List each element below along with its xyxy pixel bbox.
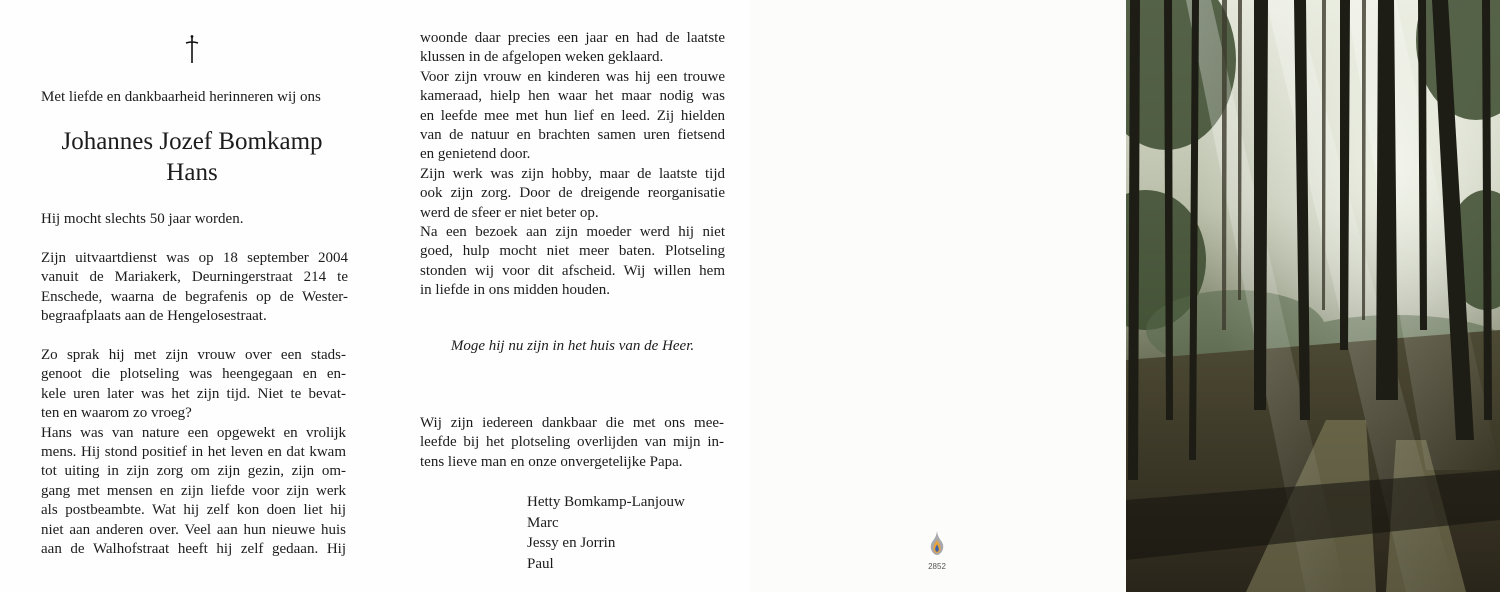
text-line: Hans was van nature een opgewekt en vrolijk (41, 424, 346, 441)
card-panel-left (0, 0, 375, 592)
flame-drop-icon (929, 530, 945, 558)
signer-name: Paul (527, 555, 554, 572)
text-line: klussen in de afgelopen weken geklaard. (420, 49, 664, 66)
text-line: woonde daar precies een jaar en had de laatste (420, 30, 725, 46)
age-text: Hij mocht slechts 50 jaar worden. (41, 211, 244, 227)
text-line: werd de sfeer er niet beter op. (420, 204, 599, 221)
deceased-nickname: Hans (166, 159, 218, 186)
text-line: Zijn werk was zijn hobby, maar de laatste tijd (420, 165, 725, 182)
text-line: kameraad, hielp hen waar het maar nodig was (420, 88, 725, 105)
text-line: Zijn uitvaartdienst was op 18 september 2004 (41, 250, 348, 266)
text-line: tens lieve man en onze onvergetelijke Papa. (420, 453, 683, 470)
funeral-paragraph (41, 249, 348, 327)
text-line: ook zijn zorg. Door de dreigende reorganisatie (420, 185, 725, 202)
text-line: mens. Hij stond positief in het leven en dat kwam (41, 444, 346, 461)
text-line: als postbeambte. Wat hij zelf kon doen liet hij (41, 502, 346, 519)
text-line: aan de Walhofstraat heeft hij zelf gedaan. Hij (41, 541, 346, 558)
thanks-paragraph (420, 414, 724, 472)
biography-paragraph-2 (420, 29, 725, 301)
text-line: in liefde in ons midden houden. (420, 282, 610, 299)
text-line: Voor zijn vrouw en kinderen was hij een trouwe (420, 68, 725, 85)
card-panel-back (750, 0, 1126, 592)
text-line: Enschede, waarna de begrafenis op de Wester- (41, 288, 348, 305)
text-line: Wij zijn iedereen dankbaar die met ons mee- (420, 415, 724, 431)
card-code: 2852 (928, 562, 946, 571)
text-line: stonden wij voor dit afscheid. Wij willen hem (420, 262, 725, 279)
text-line: en leefde mee met hun lief en leed. Zij hielden (420, 107, 725, 124)
text-line: Na een bezoek aan zijn moeder werd hij niet (420, 224, 725, 241)
signer-name: Jessy en Jorrin (527, 535, 616, 551)
cross-icon (184, 34, 200, 64)
signer-name: Marc (527, 514, 559, 531)
intro-text: Met liefde en dankbaarheid herinneren wij ons (41, 89, 321, 105)
text-line: begraafplaats aan de Hengelosestraat. (41, 308, 267, 325)
text-line: Zo sprak hij met zijn vrouw over een stads- (41, 347, 346, 363)
forest-photo-panel (1126, 0, 1500, 592)
text-line: en genietend door. (420, 146, 531, 163)
text-line: niet aan anderen over. Veel aan hun nieuwe huis (41, 521, 346, 538)
text-line: goed, hulp mocht niet meer baten. Plotseling (420, 243, 725, 260)
deceased-name: Johannes Jozef Bomkamp (61, 128, 323, 155)
prayer-text: Moge hij nu zijn in het huis van de Heer. (450, 338, 695, 354)
biography-paragraph-1 (41, 346, 346, 559)
signer-name: Hetty Bomkamp-Lanjouw (527, 494, 685, 510)
text-line: gang met mensen en zijn liefde voor zijn werk (41, 482, 346, 499)
text-line: kele uren later was het zijn tijd. Niet te bevat- (41, 385, 346, 402)
forest-photo-icon (1126, 0, 1500, 592)
signers-list (527, 492, 685, 574)
text-line: tot uiting in zijn zorg om zijn gezin, zijn om- (41, 463, 346, 480)
text-line: van de natuur en brachten samen uren fietsend (420, 127, 725, 144)
text-line: vanuit de Mariakerk, Deurningerstraat 214 te (41, 269, 348, 286)
text-line: genoot die plotseling was heengegaan en en- (41, 366, 346, 383)
name-block (22, 126, 362, 188)
text-line: ten en waarom zo vroeg? (41, 405, 192, 422)
text-line: leefde bij het plotseling overlijden van mijn in- (420, 434, 724, 451)
